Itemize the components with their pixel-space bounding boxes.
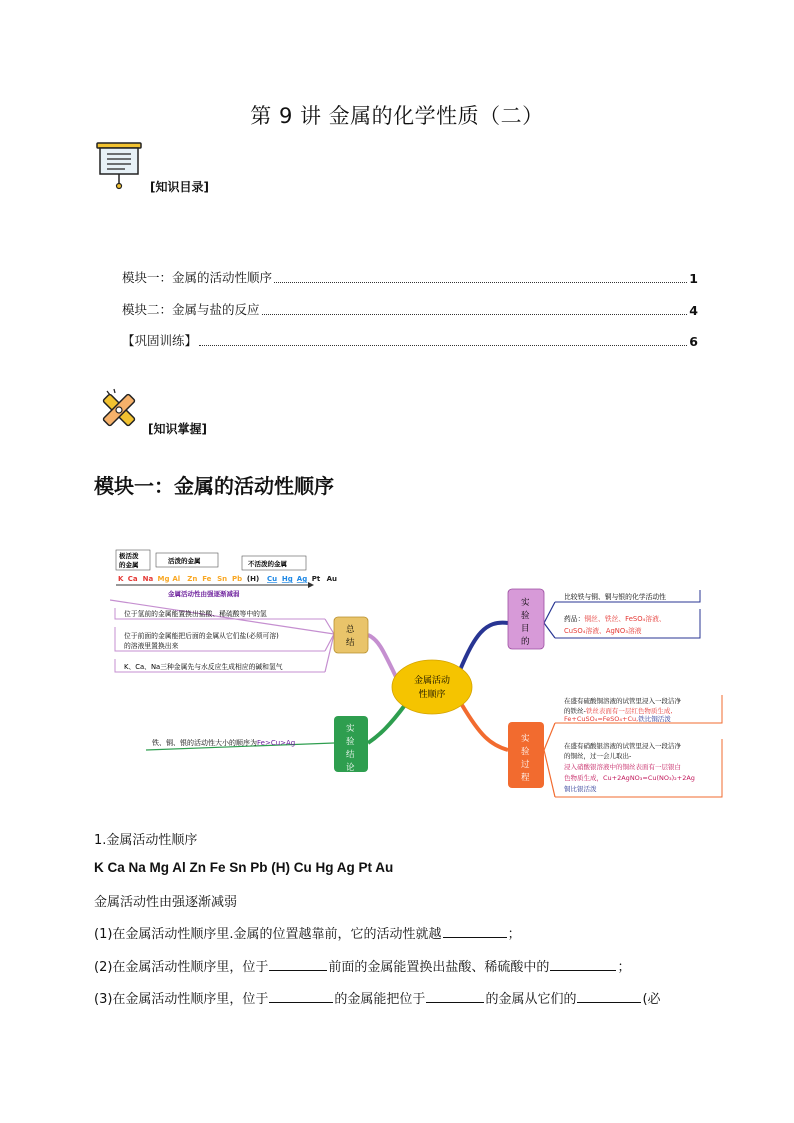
toc-item-page: 4 — [689, 303, 698, 318]
process-label-2: 验 — [521, 747, 530, 757]
process-a-line-1: 在盛有硫酸铜溶液的试管里浸入一段洁净 — [564, 697, 681, 705]
q2-text-1: (2)在金属活动性顺序里，位于 — [94, 960, 269, 975]
q2-end: ； — [617, 960, 631, 975]
q3-text-3: 的金属从它们的 — [485, 992, 577, 1007]
mindmap-center — [392, 660, 472, 714]
summary-label-1: 总 — [346, 625, 355, 635]
purpose-label-4: 的 — [521, 637, 530, 647]
metal-symbol: Pb — [232, 575, 243, 583]
toc-item-page: 1 — [689, 271, 698, 286]
question-3 — [94, 988, 661, 1007]
metal-symbol: Mg — [157, 575, 170, 583]
q3-text-4: (必 — [642, 992, 661, 1007]
q1-text: (1)在金属活动性顺序里.金属的位置越靠前，它的活动性就越 — [94, 927, 442, 942]
toc-item[interactable] — [122, 268, 698, 286]
active-metals-label: 活泼的金属 — [168, 557, 201, 565]
process-label-4: 程 — [521, 773, 530, 783]
metal-symbol: Cu — [267, 575, 278, 583]
process-label-3: 过 — [521, 760, 530, 770]
metal-symbol: Al — [172, 575, 181, 583]
metal-symbol: Ag — [296, 575, 308, 583]
process-b-line-1: 在盛有硝酸银溶液的试管里浸入一段洁净 — [564, 742, 681, 750]
metal-series — [118, 575, 337, 583]
answer-blank[interactable] — [577, 990, 641, 1003]
metal-symbol: Na — [142, 575, 154, 583]
conclusion-branch — [146, 705, 405, 773]
toc-item-page: 6 — [689, 334, 698, 349]
metal-symbol: Au — [326, 575, 338, 583]
answer-blank[interactable] — [269, 958, 327, 971]
activity-series-line: K Ca Na Mg Al Zn Fe Sn Pb (H) Cu Hg Ag Pt Au — [94, 860, 394, 875]
answer-blank[interactable] — [426, 990, 484, 1003]
center-label-1: 金属活动 — [413, 676, 451, 686]
purpose-label-1: 实 — [521, 598, 530, 608]
module-heading: 模块一：金属的活动性顺序 — [94, 474, 334, 498]
q3-text-2: 的金属能把位于 — [334, 992, 426, 1007]
answer-blank[interactable] — [443, 925, 507, 938]
toc-leader — [199, 344, 687, 346]
toc-item[interactable] — [122, 300, 698, 318]
toc-item[interactable] — [122, 331, 698, 349]
toc-item-text: 模块一：金属的活动性顺序 — [122, 270, 273, 285]
conclusion-label-2: 验 — [346, 737, 355, 747]
metal-symbol: Zn — [187, 575, 198, 583]
mindmap-diagram — [110, 545, 730, 805]
conclusion-label-4: 论 — [346, 763, 355, 773]
catalog-label: [知识目录] — [150, 180, 209, 194]
question-2 — [94, 956, 630, 975]
metal-symbol: Ca — [127, 575, 138, 583]
process-label-1: 实 — [521, 734, 530, 744]
summary-item-4: K、Ca、Na三种金属先与水反应生成相应的碱和氢气 — [124, 663, 283, 671]
center-label-2: 性顺序 — [418, 690, 446, 700]
process-b-line-2: 的铜丝，过一会儿取出- — [564, 752, 632, 760]
metal-symbol: Fe — [202, 575, 212, 583]
most-active-label-1: 极活泼 — [119, 552, 139, 560]
most-active-label-2: 的金属 — [119, 561, 139, 569]
q1-end: ； — [507, 927, 521, 942]
question-1 — [94, 923, 521, 942]
process-a-line-3: Fe+CuSO₄=FeSO₄+Cu,铁比铜活泼 — [564, 715, 671, 723]
q2-text-2: 前面的金属能置换出盐酸、稀硫酸中的 — [328, 960, 550, 975]
page-title: 第 9 讲 金属的化学性质（二） — [250, 104, 544, 128]
metal-symbol: (H) — [246, 575, 260, 583]
answer-blank[interactable] — [550, 958, 616, 971]
activity-trend: 金属活动性由强逐渐减弱 — [94, 895, 238, 910]
metal-symbol: Pt — [311, 575, 321, 583]
purpose-line-1: 比较铁与铜、铜与银的化学活动性 — [564, 593, 666, 601]
summary-item-1: 位于氢前的金属能置换出盐酸、稀硫酸等中的氢 — [124, 610, 267, 618]
purpose-line-3: CuSO₄溶液、AgNO₃溶液 — [564, 627, 642, 635]
conclusion-label-1: 实 — [346, 724, 355, 734]
summary-item-3: 的溶液里置换出来 — [124, 642, 179, 650]
conclusion-label-3: 结 — [346, 750, 355, 760]
summary-branch — [110, 600, 400, 685]
knowledge-label: [知识掌握] — [148, 422, 207, 436]
metal-symbol: Sn — [217, 575, 228, 583]
toc-leader — [262, 313, 688, 315]
toc-item-text: 模块二：金属与盐的反应 — [122, 302, 260, 317]
metal-symbol: Hg — [281, 575, 293, 583]
toc-leader — [274, 281, 687, 283]
activity-series-header — [116, 550, 337, 599]
pencil-ruler-icon — [97, 388, 141, 432]
purpose-label-3: 目 — [521, 624, 530, 634]
purpose-branch — [460, 589, 700, 670]
toc-item-text: 【巩固训练】 — [122, 333, 198, 348]
section-title: 1.金属活动性顺序 — [94, 833, 198, 848]
metal-symbol: K — [118, 575, 124, 583]
summary-label-2: 结 — [346, 638, 355, 648]
projector-screen-icon — [95, 142, 143, 190]
q3-text-1: (3)在金属活动性顺序里，位于 — [94, 992, 269, 1007]
answer-blank[interactable] — [269, 990, 333, 1003]
process-b-line-3: 浸入硝酸银溶液中的铜丝表面有一层银白 — [564, 763, 681, 771]
process-branch — [462, 695, 722, 797]
inactive-metals-label: 不活泼的金属 — [248, 560, 287, 568]
purpose-line-2: 药品：铜丝、铁丝、FeSO₄溶液、 — [564, 615, 666, 623]
purpose-label-2: 验 — [521, 611, 530, 621]
conclusion-text: 铁、铜、银的活动性大小的顺序为Fe>Cu>Ag — [152, 739, 296, 747]
process-a-line-2: 的铁丝-铁丝表面有一层红色物质生成, — [564, 707, 673, 715]
process-b-line-5: 铜比银活泼 — [564, 785, 597, 793]
series-arrow-label: 金属活动性由强逐渐减弱 — [168, 590, 240, 598]
process-b-line-4: 色物质生成，Cu+2AgNO₃=Cu(NO₃)₂+2Ag — [564, 774, 695, 782]
summary-item-2: 位于前面的金属能把后面的金属从它们盐(必须可溶) — [124, 632, 279, 640]
